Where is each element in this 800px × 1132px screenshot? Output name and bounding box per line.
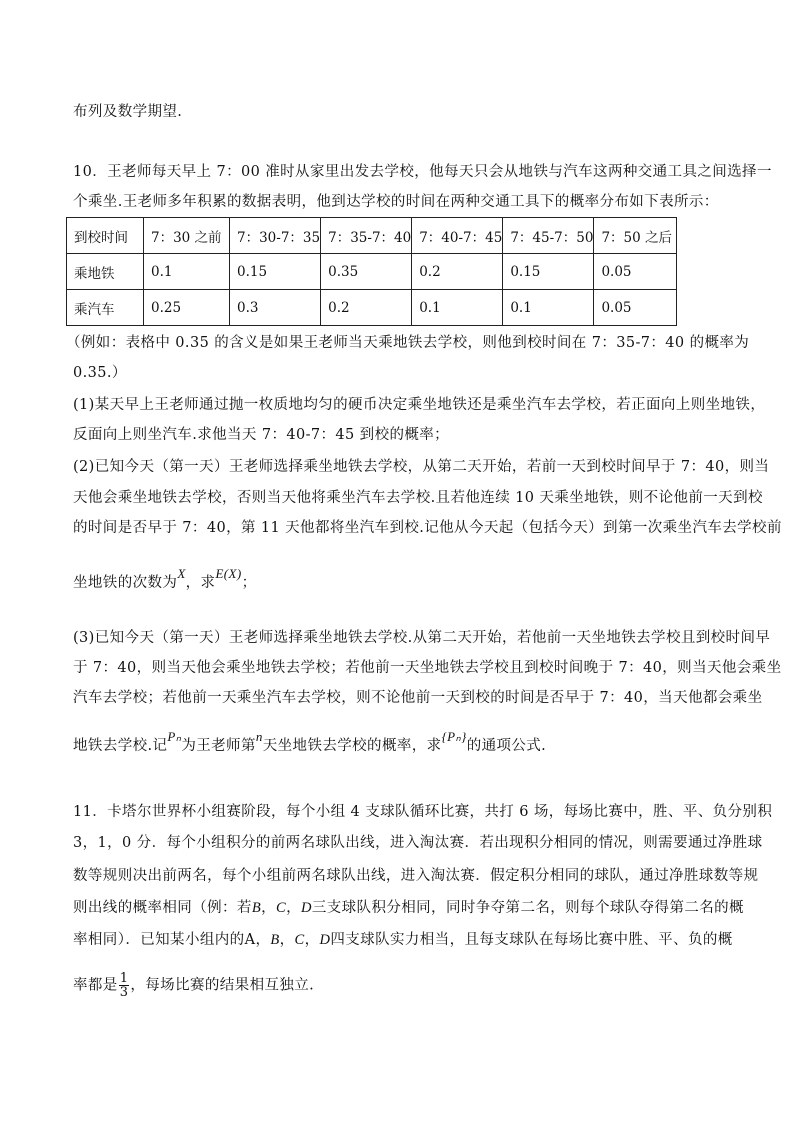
text: ， [279,932,295,948]
q11-line-5 [73,928,733,949]
text: 三支球队积分相同，同时争夺第二名，则每个球队夺得第二名的概 [311,900,744,916]
q10-note-2: 0.35.） [73,365,127,381]
q11-line-2: 3，1，0 分．每个小组积分的前两名球队出线，进入淘汰赛．若出现积分相同的情况，则需要通过净胜球 [73,835,763,851]
text: ，求 [185,575,216,591]
q10-part1-line-1: (1)某天早上王老师通过抛一枚质地均匀的硬币决定乘坐地铁还是乘坐汽车去学校，若正面向上则坐地铁， [73,397,766,413]
table-cell: 0.25 [144,290,230,326]
table-row [67,254,677,290]
q10-part2-line-3: 的时间是否早于 7：40，第 11 天他都将坐汽车到校.记他从今天起（包括今天）到第一次乘坐汽车去学校前 [73,520,782,536]
q11-line-1: 11．卡塔尔世界杯小组赛阶段，每个小组 4 支球队循环比赛，共打 6 场，每场比赛中，胜、平、负分别积 [73,804,773,820]
table-cell: 7：50 之后 [594,218,677,254]
text: 率相同）．已知某小组内的 [73,932,245,948]
table-cell: 0.05 [594,290,677,326]
q10-part3-line-2: 于 7：40，则当天他会乘坐地铁去学校；若他前一天坐地铁去学校且到校时间晚于 7：40，则当天他会乘坐 [73,660,782,676]
text: 为王老师第 [181,738,256,754]
q10-part1-line-2: 反面向上则坐汽车.求他当天 7：40-7：45 到校的概率； [73,427,450,443]
q10-part3-line-4 [73,729,547,755]
table-cell: 0.35 [321,254,412,290]
variable-x: X [177,566,186,581]
text: ， [261,900,276,916]
q10-line-2: 个乘坐.王老师多年积累的数据表明，他到达学校的时间在两种交通工具下的概率分布如下表所示： [73,194,719,210]
sequence-pn: {Pₙ} [441,729,467,744]
variable-c: C [275,900,287,916]
text: 四支球队实力相当，且每支球队在每场比赛中胜、平、负的概 [330,932,733,948]
q10-part2-line-2: 天他会乘坐地铁去学校，否则当天他将乘坐汽车去学校.且若他连续 10 天乘坐地铁，则不论他前一天到校 [73,490,763,506]
text: 率都是 [73,977,118,994]
top-line: 布列及数学期望. [73,104,183,120]
table-header-row [67,218,677,254]
q10-line-1: 10．王老师每天早上 7：00 准时从家里出发去学校，他每天只会从地铁与汽车这两种交通工具之间选择一 [73,164,772,180]
variable-pn: Pₙ [167,729,182,744]
text: 则出线的概率相同（例：若 [73,900,252,916]
expectation-ex: E(X) [215,566,242,581]
text: 天坐地铁去学校的概率，求 [262,738,442,754]
text: 的通项公式. [466,738,547,754]
text: ， [286,900,301,916]
table-cell: 0.1 [412,290,503,326]
table-cell: 7：30-7：35 [230,218,321,254]
variable-d: D [319,932,331,948]
fraction-numerator: 1 [119,971,129,986]
text: 地铁去学校.记 [73,738,168,754]
table-cell: 7：45-7：50 [503,218,594,254]
q10-part3-line-1: (3)已知今天（第一天）王老师选择乘坐地铁去学校.从第二天开始，若他前一天坐地铁去学校且到校时间早 [73,630,771,646]
q10-part2-line-1: (2)已知今天（第一天）王老师选择乘坐地铁去学校，从第二天开始，若前一天到校时间早于 7：40，则当 [73,459,770,475]
variable-b: B [251,900,262,916]
table-cell: 0.2 [321,290,412,326]
distribution-table [66,217,677,326]
table-cell: 到校时间 [67,218,144,254]
table-cell: 0.05 [594,254,677,290]
table-cell: 乘地铁 [67,254,144,290]
table-cell: 乘汽车 [67,290,144,326]
fraction [119,972,130,999]
q11-line-3: 数等规则决出前两名，每个小组前两名球队出线，进入淘汰赛．假定积分相同的球队，通过净胜球数等规 [73,868,759,884]
table-cell: 0.1 [503,290,594,326]
text: ； [241,575,257,591]
variable-c: C [294,932,305,948]
variable-b: B [270,932,280,948]
text: ， [304,932,320,948]
table-row [67,290,677,326]
table-cell: 7：35-7：40 [321,218,412,254]
q10-note-1: （例如：表格中 0.35 的含义是如果王老师当天乘地铁去学校，则他到校时间在 7：35-7：40 的概率为 [66,335,750,351]
table-cell: 7：40-7：45 [412,218,503,254]
table-cell: 0.15 [230,254,321,290]
variable-d: D [300,900,312,916]
table-cell: 0.3 [230,290,321,326]
table-cell: 0.15 [503,254,594,290]
q10-part2-line-4 [73,566,257,592]
q10-part3-line-3: 汽车去学校；若他前一天乘坐汽车去学校，则不论他前一天到校的时间是否早于 7：40，当天他都会乘坐 [73,690,763,706]
text: 坐地铁的次数为 [73,575,178,591]
variable-a: A [244,932,256,948]
q11-line-4 [73,896,744,917]
text: ， [255,932,271,948]
table-cell: 0.2 [412,254,503,290]
table-cell: 0.1 [144,254,230,290]
table-cell: 7：30 之前 [144,218,230,254]
fraction-denominator: 3 [119,985,129,1000]
text: ，每场比赛的结果相互独立. [130,977,315,994]
q11-line-6 [73,972,314,999]
variable-n: n [255,729,263,744]
